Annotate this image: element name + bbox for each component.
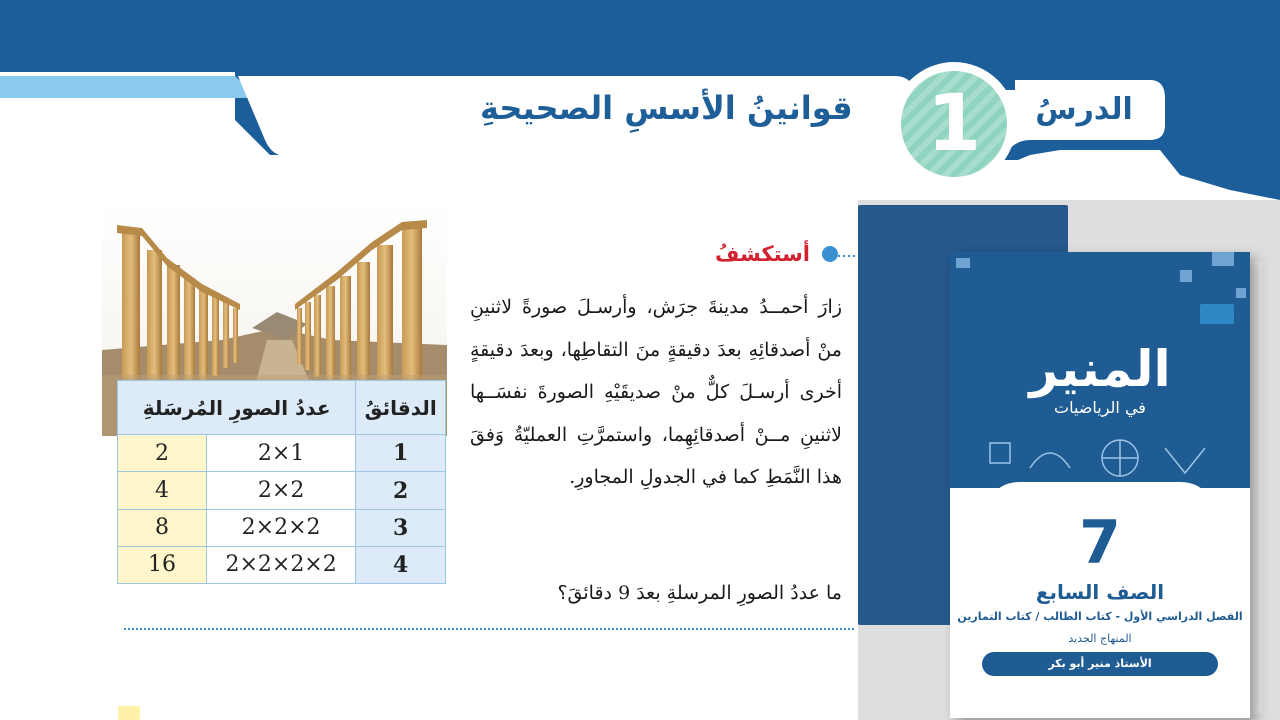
book-title: المنير xyxy=(1029,340,1171,398)
table-header-row xyxy=(118,381,446,435)
count-cell: 8 xyxy=(118,509,207,546)
book-subtitle: في الرياضيات xyxy=(1054,398,1146,417)
book-spine xyxy=(1250,262,1262,714)
count-column-header: عددُ الصورِ المُرسَلةِ xyxy=(118,381,356,435)
book-cover-ad xyxy=(858,200,1280,720)
lesson-number: 1 xyxy=(901,71,1007,177)
explore-paragraph: زارَ أحمــدُ مدينةَ جرَش، وأرسـلَ صورةً لاثنينِ منْ أصدقائِهِ بعدَ دقيقةٍ منَ التقاطِها، وبعدَ دقيقةٍ أخرى أرسـلَ كلٌّ منْ صديقَيْهِ الصورةَ نفسَــها لاثنينِ مــنْ أصدقائِهِما، واستمرَّتِ العمليّةُ وَفقَ هذا النَّمَطِ كما في الجدولِ المجاورِ. xyxy=(470,296,842,488)
lesson-title: قوانينُ الأسسِ الصحيحةِ xyxy=(480,89,853,127)
minutes-column-header: الدقائقُ xyxy=(356,381,446,435)
explore-dotted-lead xyxy=(836,252,860,260)
lesson-label: الدرسُ xyxy=(1035,91,1133,127)
semester-label: الفصل الدراسي الأول - كتاب الطالب / كتاب التمارين xyxy=(957,610,1243,623)
table-row xyxy=(118,509,446,546)
pixel-deco xyxy=(956,258,970,268)
table-row xyxy=(118,435,446,472)
book-front-cover xyxy=(950,252,1250,717)
explore-heading: أستكشفُ xyxy=(714,242,810,266)
count-cell: 16 xyxy=(118,546,207,583)
minute-cell: 4 xyxy=(356,546,446,583)
grade-number: 7 xyxy=(1079,508,1121,578)
publisher-logo-icon xyxy=(1200,304,1234,324)
expression-cell: 2×2×2×2 xyxy=(206,546,355,583)
pixel-deco xyxy=(1180,270,1192,282)
author-label: الأستاذ منير أبو بكر xyxy=(982,652,1218,676)
explore-question: ما عددُ الصورِ المرسلةِ بعدَ 9 دقائقَ؟ xyxy=(557,582,842,604)
section-divider xyxy=(124,628,854,630)
minute-cell: 2 xyxy=(356,472,446,509)
explore-bullet-icon xyxy=(822,246,838,262)
expression-cell: 2×2×2 xyxy=(206,509,355,546)
count-cell: 4 xyxy=(118,472,207,509)
expression-cell: 2×1 xyxy=(206,435,355,472)
photos-table xyxy=(117,380,446,584)
pixel-deco xyxy=(1236,288,1246,298)
table-row xyxy=(118,546,446,583)
expression-cell: 2×2 xyxy=(206,472,355,509)
pixel-deco xyxy=(1212,252,1234,266)
minute-cell: 3 xyxy=(356,509,446,546)
lesson-number-badge xyxy=(892,62,1016,186)
minute-cell: 1 xyxy=(356,435,446,472)
curriculum-label: المنهاج الجديد xyxy=(1068,632,1132,645)
table-row xyxy=(118,472,446,509)
grade-label: الصف السابع xyxy=(1035,580,1165,604)
next-section-marker xyxy=(118,706,140,720)
count-cell: 2 xyxy=(118,435,207,472)
